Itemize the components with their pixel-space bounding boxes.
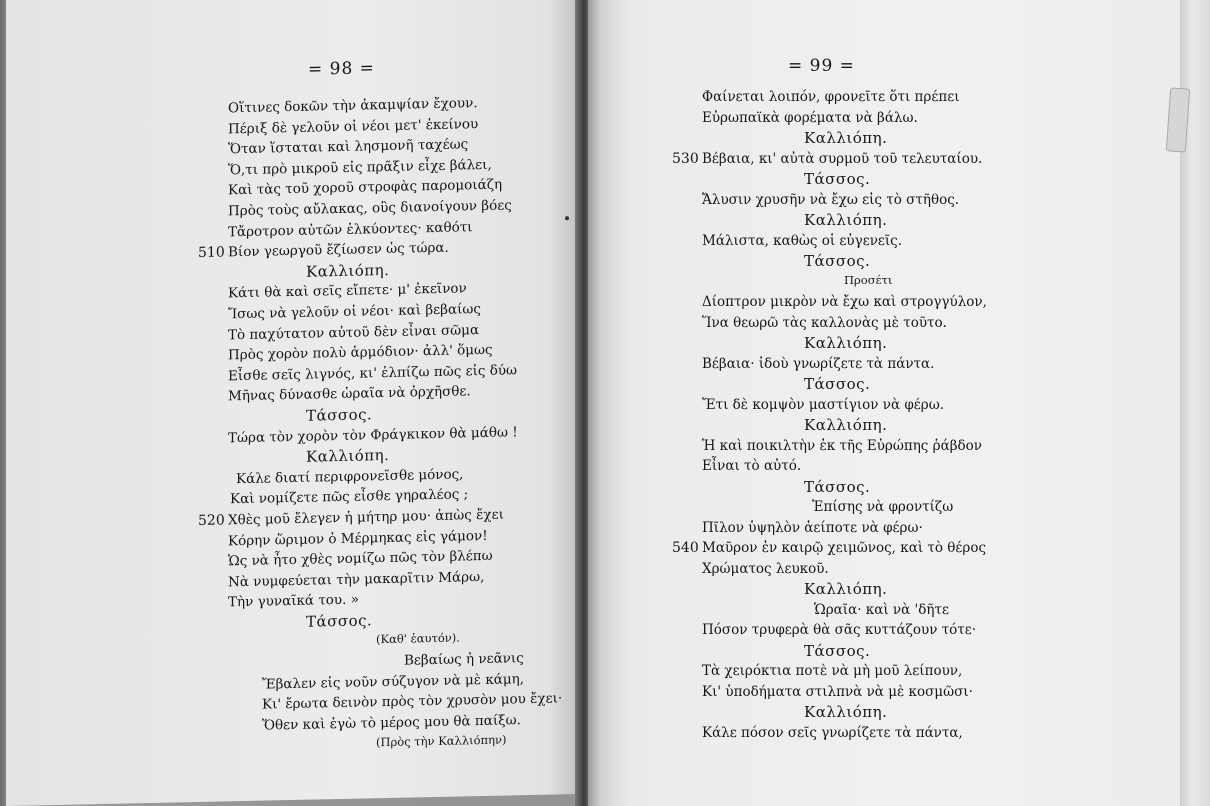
speaker-name: Καλλιόπη. (804, 129, 888, 147)
speaker-name: Καλλιόπη. (306, 446, 390, 466)
speaker-name: Τάσσος. (306, 405, 373, 425)
verse-line: Κάλε διατί περιφρονεῖσθε μόνος, (236, 466, 464, 487)
ink-spot (565, 216, 569, 220)
verse-line: Κι' ἔρωτα δεινὸν πρὸς τὸν χρυσὸν μου ἔχει· (262, 690, 563, 714)
verse-line: Ἐπίσης νὰ φροντίζω (812, 499, 954, 515)
stage-direction: (Πρὸς τὴν Καλλιόπην) (376, 732, 507, 749)
speaker-name: Τάσσος. (804, 477, 871, 496)
verse-line: Ἵνα θεωρῶ τὰς καλλονὰς μὲ τοῦτο. (702, 314, 947, 331)
verse-line: Εἶσθε σεῖς λιγνός, κι' ἐλπίζω πῶς εἰς δύω (228, 362, 518, 385)
verse-line: Ὡραῖα· καὶ νὰ 'δῆτε (814, 601, 949, 618)
line-number: 540 (672, 540, 699, 556)
verse-line: Κόρην ὥριμον ὁ Μέρμηκας εἰς γάμον! (228, 527, 488, 549)
verse-line: Μαῦρον ἐν καιρῷ χειμῶνος, καὶ τὸ θέρος (702, 540, 987, 556)
speaker-name: Καλλιόπη. (804, 416, 888, 434)
verse-line: Ἴσως νὰ γελοῦν οἱ νέοι· καὶ βεβαίως (228, 301, 481, 323)
verse-line: Βέβαια, κι' αὐτὰ συρμοῦ τοῦ τελευταίου. (702, 150, 983, 167)
speaker-name: Τάσσος. (804, 641, 871, 660)
page-number: = 99 = (788, 56, 855, 76)
verse-line: Μάλιστα, καθὼς οἱ εὐγενεῖς. (702, 232, 903, 249)
verse-line: Ὅθεν καὶ ἐγὼ τὸ μέρος μου θὰ παίξω. (262, 712, 521, 734)
verse-line: Βεβαίως ἡ νεᾶνις (404, 650, 524, 669)
verse-line: Τὴν γυναῖκά του. » (228, 591, 359, 611)
stage-direction: (Καθ' ἑαυτόν). (376, 630, 460, 646)
verse-line: Χθὲς μοῦ ἔλεγεν ἡ μήτηρ μου· ἀπὼς ἔχει (228, 506, 504, 529)
page-number: = 98 = (308, 58, 375, 80)
verse-line: Βέβαια· ἰδοὺ γνωρίζετε τὰ πάντα. (702, 355, 935, 372)
speaker-name: Τάσσος. (306, 611, 373, 631)
speaker-name: Καλλιόπη. (306, 260, 390, 281)
verse-line: Ἡ καὶ ποικιλτὴν ἐκ τῆς Εὐρώπης ῥάβδον (702, 437, 982, 454)
verse-line: Χρώματος λευκοῦ. (702, 560, 829, 577)
line-number: 530 (672, 150, 699, 167)
line-number: 510 (198, 244, 225, 262)
verse-line: Κάτι θὰ καὶ σεῖς εἴπετε· μ' ἐκεῖνον (228, 280, 467, 302)
verse-line: Ὅταν ἵσταται καὶ λησμονῆ ταχέως (228, 136, 469, 158)
right-page (588, 0, 1180, 806)
verse-line: Πέριξ δὲ γελοῦν οἱ νέοι μετ' ἐκείνου (228, 115, 479, 137)
speaker-name: Καλλιόπη. (804, 703, 888, 721)
verse-line: Τὸ παχύτατον αὐτοῦ δὲν εἶναι σῶμα (228, 321, 480, 343)
verse-line: Ἄλυσιν χρυσῆν νὰ ἔχω εἰς τὸ στῆθος. (702, 191, 960, 208)
verse-line: Πρὸς χορὸν πολὺ ἁρμόδιον· ἀλλ' ὅμως (228, 341, 493, 364)
speaker-name: Καλλιόπη. (804, 580, 888, 598)
verse-line: Κι' ὑποδήματα στιλπνὰ νὰ μὲ κοσμῶσι· (702, 683, 973, 700)
verse-line: Κάλε πόσον σεῖς γνωρίζετε τὰ πάντα, (702, 724, 963, 741)
verse-line: Οἵτινες δοκῶν τὴν ἀκαμψίαν ἔχουν. (228, 95, 478, 117)
verse-line: Δίοπτρον μικρὸν νὰ ἔχω καὶ στρογγύλον, (702, 294, 987, 310)
verse-line: Καὶ τὰς τοῦ χοροῦ στροφὰς παρομοιάζη (228, 176, 503, 199)
verse-line: Τώρα τὸν χορὸν τὸν Φράγκικον θὰ μάθω ! (228, 423, 518, 446)
verse-line: Βίον γεωργοῦ ἔζίωσεν ὡς τώρα. (228, 239, 449, 261)
verse-line: Φαίνεται λοιπόν, φρονεῖτε ὅτι πρέπει (702, 89, 960, 105)
verse-line: Νὰ νυμφεύεται τὴν μακαρῖτιν Μάρω, (228, 568, 485, 591)
verse-line: Καὶ νομίζετε πῶς εἶσθε γηραλέος ; (230, 486, 469, 508)
speaker-name: Τάσσος. (804, 252, 871, 270)
speaker-name: Τάσσος. (804, 375, 871, 393)
verse-line: Ἔτι δὲ κομψὸν μαστίγιον νὰ φέρω. (702, 396, 945, 413)
line-number: 520 (198, 512, 225, 529)
verse-line: Εἶναι τὸ αὐτό. (702, 458, 802, 474)
verse-line: Τὰ χειρόκτια ποτὲ νὰ μὴ μοῦ λείπουν, (702, 663, 963, 679)
verse-line: Πῖλον ὑψηλὸν ἀείποτε νὰ φέρω· (702, 519, 923, 536)
verse-line: Ὅ,τι πρὸ μικροῦ εἰς πρᾶξιν εἶχε βάλει, (228, 156, 492, 179)
verse-line: Πρὸς τοὺς αὔλακας, οὓς διανοίγουν βόες (228, 197, 512, 220)
speaker-name: Τάσσος. (804, 170, 871, 188)
verse-line: Πόσον τρυφερὰ θὰ σᾶς κυττάζουν τότε· (702, 622, 977, 638)
verse-line: Τἄροτρον αὐτῶν ἑλκύοντες· καθότι (228, 218, 473, 240)
verse-line: Ἔβαλεν εἰς νοῦν σύζυγον νὰ μὲ κάμη, (262, 670, 525, 693)
verse-line: Μῆνας δύνασθε ὡραῖα νὰ ὀρχῆσθε. (228, 383, 471, 405)
verse-line: Ὡς νὰ ἦτο χθὲς νομίζω πῶς τὸν βλέπω (228, 547, 493, 570)
left-page (6, 0, 596, 806)
stage-direction: Προσέτι (844, 272, 893, 287)
verse-line: Εὐρωπαϊκὰ φορέματα νὰ βάλω. (702, 109, 918, 126)
speaker-name: Καλλιόπη. (804, 211, 888, 229)
speaker-name: Καλλιόπη. (804, 334, 888, 352)
